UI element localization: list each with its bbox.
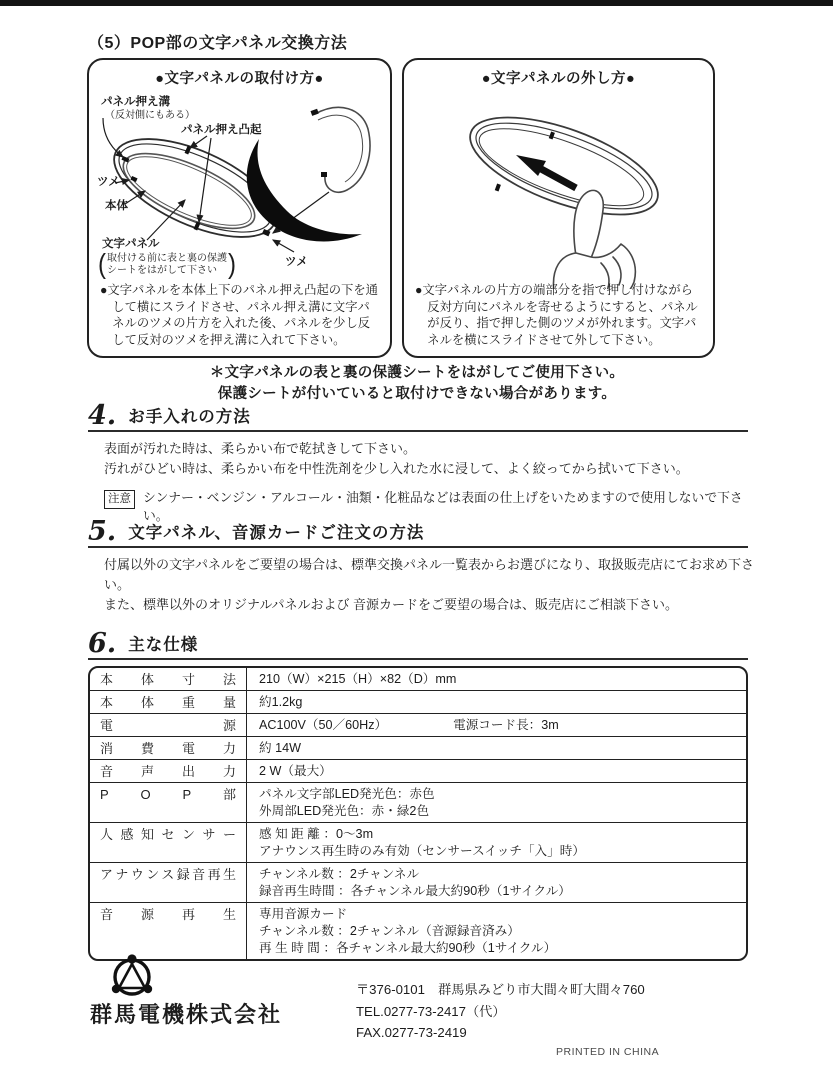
spec-row-power xyxy=(90,713,746,736)
spec-label: 本 体 寸 法 xyxy=(90,668,247,690)
spec-label: 本 体 重 量 xyxy=(90,691,247,713)
spec-label: 消 費 電 力 xyxy=(90,737,247,759)
tel-number: TEL.0277-73-2417（代） xyxy=(356,1003,506,1019)
spec-value: 専用音源カード xyxy=(259,907,348,921)
spec-row-weight xyxy=(90,690,746,713)
spec-value: チャンネル数 ：2チャンネル（音源録音済み） xyxy=(259,924,520,938)
panel-remove-instruction: ●文字パネルの片方の端部分を指で押し付けながら反対方向にパネルを寄せるようにすると、パネルが反り、指で押した側のツメが外れます。文字パネルを横にスライドさせて外して下さい。 xyxy=(415,283,698,347)
section-care-number: 4. xyxy=(88,400,117,431)
section-order xyxy=(88,516,755,615)
label-body: 本体 xyxy=(105,200,128,212)
label-tab-right: ツメ xyxy=(285,256,308,268)
section-order-title: 文字パネル、音源カードご注文の方法 xyxy=(128,524,425,542)
section-order-number: 5. xyxy=(88,516,117,547)
panel-note-lines: 取付ける前に表と裏の保護 シートをはがして下さい xyxy=(107,252,227,276)
panel-remove-illustration xyxy=(404,84,717,289)
spec-label: 音 声 出 力 xyxy=(90,760,247,782)
label-panel-groove: パネル押え溝 xyxy=(101,96,170,108)
section-care-header xyxy=(88,402,748,432)
label-panel-groove-note: （反対側にもある） xyxy=(105,110,195,121)
company-name: 群馬電機株式会社 xyxy=(90,1002,283,1027)
spec-value: AC100V（50／60Hz） xyxy=(259,718,388,732)
section-order-header xyxy=(88,518,748,548)
fax-number: FAX.0277-73-2419 xyxy=(356,1025,467,1041)
spec-label: アナウンス録音再生 xyxy=(90,863,247,902)
spec-value: 外周部LED発光色：赤・緑2色 xyxy=(259,804,430,818)
label-panel-protrusion: パネル押え凸起 xyxy=(181,124,262,136)
paren-close: ) xyxy=(228,248,236,280)
section-care-body: 表面が汚れた時は、柔らかい布で乾拭きして下さい。 汚れがひどい時は、柔らかい布を中性洗剤を少し入れた水に浸して、よく絞ってから拭いて下さい。 xyxy=(104,441,689,477)
instruction-boxes xyxy=(87,58,715,358)
section-care-title: お手入れの方法 xyxy=(128,408,251,426)
spec-value: 約1.2kg xyxy=(259,695,303,709)
spec-value: チャンネル数 ：2チャンネル xyxy=(259,867,420,881)
spec-row-announce xyxy=(90,862,746,902)
label-letter-panel: 文字パネル xyxy=(102,238,160,250)
section-specs xyxy=(88,630,748,660)
spec-value: 210（W）×215（H）×82（D）mm xyxy=(259,672,457,686)
spec-label: 人感知センサー xyxy=(90,823,247,862)
caution-text: シンナー・ベンジン・アルコール・油類・化粧品などは表面の仕上げをいためますので使用しないで下さい。 xyxy=(143,490,743,524)
panel-attach-diagram xyxy=(89,84,390,289)
spec-label: 電 源 xyxy=(90,714,247,736)
spec-value: 録音再生時間 ：各チャンネル最大約90秒（1サイクル） xyxy=(259,884,571,898)
spec-label: 音 源 再 生 xyxy=(90,903,247,959)
section-specs-header xyxy=(88,630,748,660)
printed-in-china: PRINTED IN CHINA xyxy=(556,1046,660,1058)
spec-value: 2 W（最大） xyxy=(259,764,332,778)
panel-attach-title: ●文字パネルの取付け方● xyxy=(155,71,324,87)
section-specs-number: 6. xyxy=(88,628,117,659)
section-order-body: 付属以外の文字パネルをご要望の場合は、標準交換パネル一覧表からお選びになり、取扱販売店にてお求め下さい。 また、標準以外のオリジナルパネルおよび 音源カードをご要望の場合は、販売店にご相談下さい。 xyxy=(104,557,755,613)
spec-row-sound-playback xyxy=(90,902,746,959)
panel-attach-box xyxy=(87,58,392,358)
company-address-block xyxy=(356,979,645,1044)
panel-attach-instruction: ●文字パネルを本体上下のパネル押え凸起の下を通して横にスライドさせ、パネル押え溝に文字パネルのツメの片方を入れた後、パネルを少し反して反対のツメを押え溝に入れて下さい。 xyxy=(100,283,378,347)
spec-table xyxy=(88,666,748,961)
spec-row-consumption xyxy=(90,736,746,759)
spec-value: パネル文字部LED発光色：赤色 xyxy=(259,787,435,801)
panel-remove-box xyxy=(402,58,715,358)
paren-open: ( xyxy=(98,248,106,280)
section-care xyxy=(88,402,748,525)
spec-value: アナウンス再生時のみ有効（センサースイッチ「入」時） xyxy=(259,844,585,858)
spec-value: 再 生 時 間 ：各チャンネル最大約90秒（1サイクル） xyxy=(259,941,557,955)
protective-sheet-note: ＊文字パネルの表と裏の保護シートをはがしてご使用下さい。 保護シートが付いていると取付けできない場合があります。 xyxy=(209,365,625,403)
label-tab-left: ツメ xyxy=(97,176,120,188)
section-specs-title: 主な仕様 xyxy=(128,636,199,654)
spec-label: P O P 部 xyxy=(90,783,247,822)
spec-row-dimensions xyxy=(90,668,746,690)
page-title: （5）POP部の文字パネル交換方法 xyxy=(88,35,348,52)
spec-value: 約 14W xyxy=(259,741,301,755)
spec-value: 感 知 距 離 ：0～3m xyxy=(259,827,374,841)
spec-value-cord: 電源コード長：3m xyxy=(453,718,559,732)
caution-badge: 注意 xyxy=(104,490,135,509)
label-letter-panel-note xyxy=(97,250,237,280)
page-top-edge xyxy=(0,0,833,6)
panel-remove-diagram xyxy=(404,84,713,289)
spec-row-sensor xyxy=(90,822,746,862)
spec-row-audio-output xyxy=(90,759,746,782)
postal-address: 〒376-0101 群馬県みどり市大間々町大間々760 xyxy=(356,982,645,997)
panel-remove-title: ●文字パネルの外し方● xyxy=(481,71,636,87)
spec-row-pop xyxy=(90,782,746,822)
